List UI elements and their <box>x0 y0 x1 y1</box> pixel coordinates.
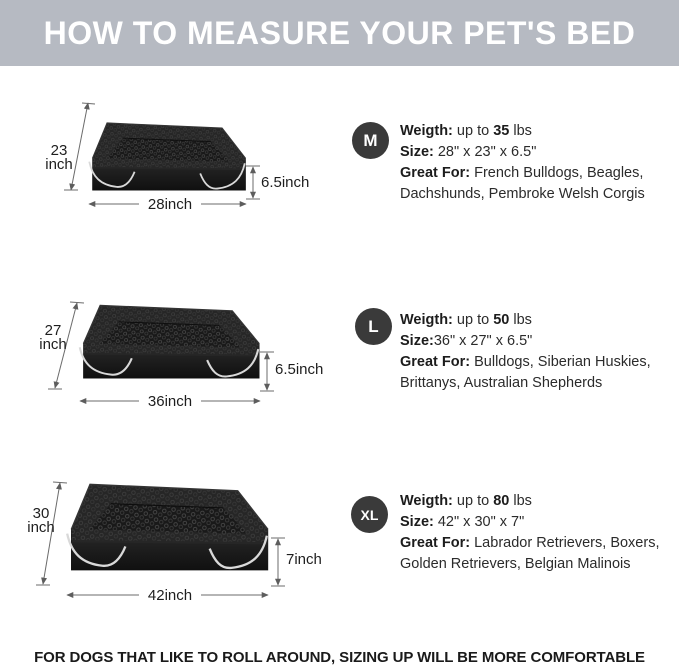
page-title: HOW TO MEASURE YOUR PET'S BED <box>43 14 636 51</box>
height-label-m: 6.5inch <box>261 174 310 191</box>
bed-illustration-xl <box>63 478 271 585</box>
size-badge-l: L <box>355 308 392 345</box>
width-label-l: 36inch <box>139 394 201 409</box>
spec-block-l <box>400 310 672 394</box>
weight-line: Weigth: up to 35 lbs <box>400 123 532 139</box>
spec-block-xl <box>400 491 672 575</box>
size-badge-xl: XL <box>351 496 388 533</box>
height-label-xl: 7inch <box>286 551 322 568</box>
great-for-line-2: Golden Retrievers, Belgian Malinois <box>400 556 631 572</box>
size-line: Size: 28" x 23" x 6.5" <box>400 144 537 160</box>
size-line: Size:36" x 27" x 6.5" <box>400 333 533 349</box>
width-label-m: 28inch <box>139 197 201 212</box>
great-for-line-1: Great For: Bulldogs, Siberian Huskies, <box>400 354 651 370</box>
great-for-line-1: Great For: Labrador Retrievers, Boxers, <box>400 535 660 551</box>
header-banner <box>0 0 679 66</box>
size-badge-m: M <box>352 122 389 159</box>
depth-label-xl: 30 inch <box>27 505 55 536</box>
great-for-line-2: Brittanys, Australian Shepherds <box>400 375 603 391</box>
bed-illustration-l <box>76 300 262 391</box>
width-label-xl: 42inch <box>139 588 201 603</box>
depth-label-m: 23 inch <box>45 142 73 173</box>
weight-line: Weigth: up to 50 lbs <box>400 312 532 328</box>
spec-block-m <box>400 121 672 205</box>
great-for-line-1: Great For: French Bulldogs, Beagles, <box>400 165 644 181</box>
size-line: Size: 42" x 30" x 7" <box>400 514 525 530</box>
bed-illustration-m <box>86 118 248 202</box>
footer-note: FOR DOGS THAT LIKE TO ROLL AROUND, SIZING UP WILL BE MORE COMFORTABLE <box>34 649 645 666</box>
weight-line: Weigth: up to 80 lbs <box>400 493 532 509</box>
depth-label-l: 27 inch <box>39 322 67 353</box>
height-label-l: 6.5inch <box>275 361 324 378</box>
great-for-line-2: Dachshunds, Pembroke Welsh Corgis <box>400 186 645 202</box>
